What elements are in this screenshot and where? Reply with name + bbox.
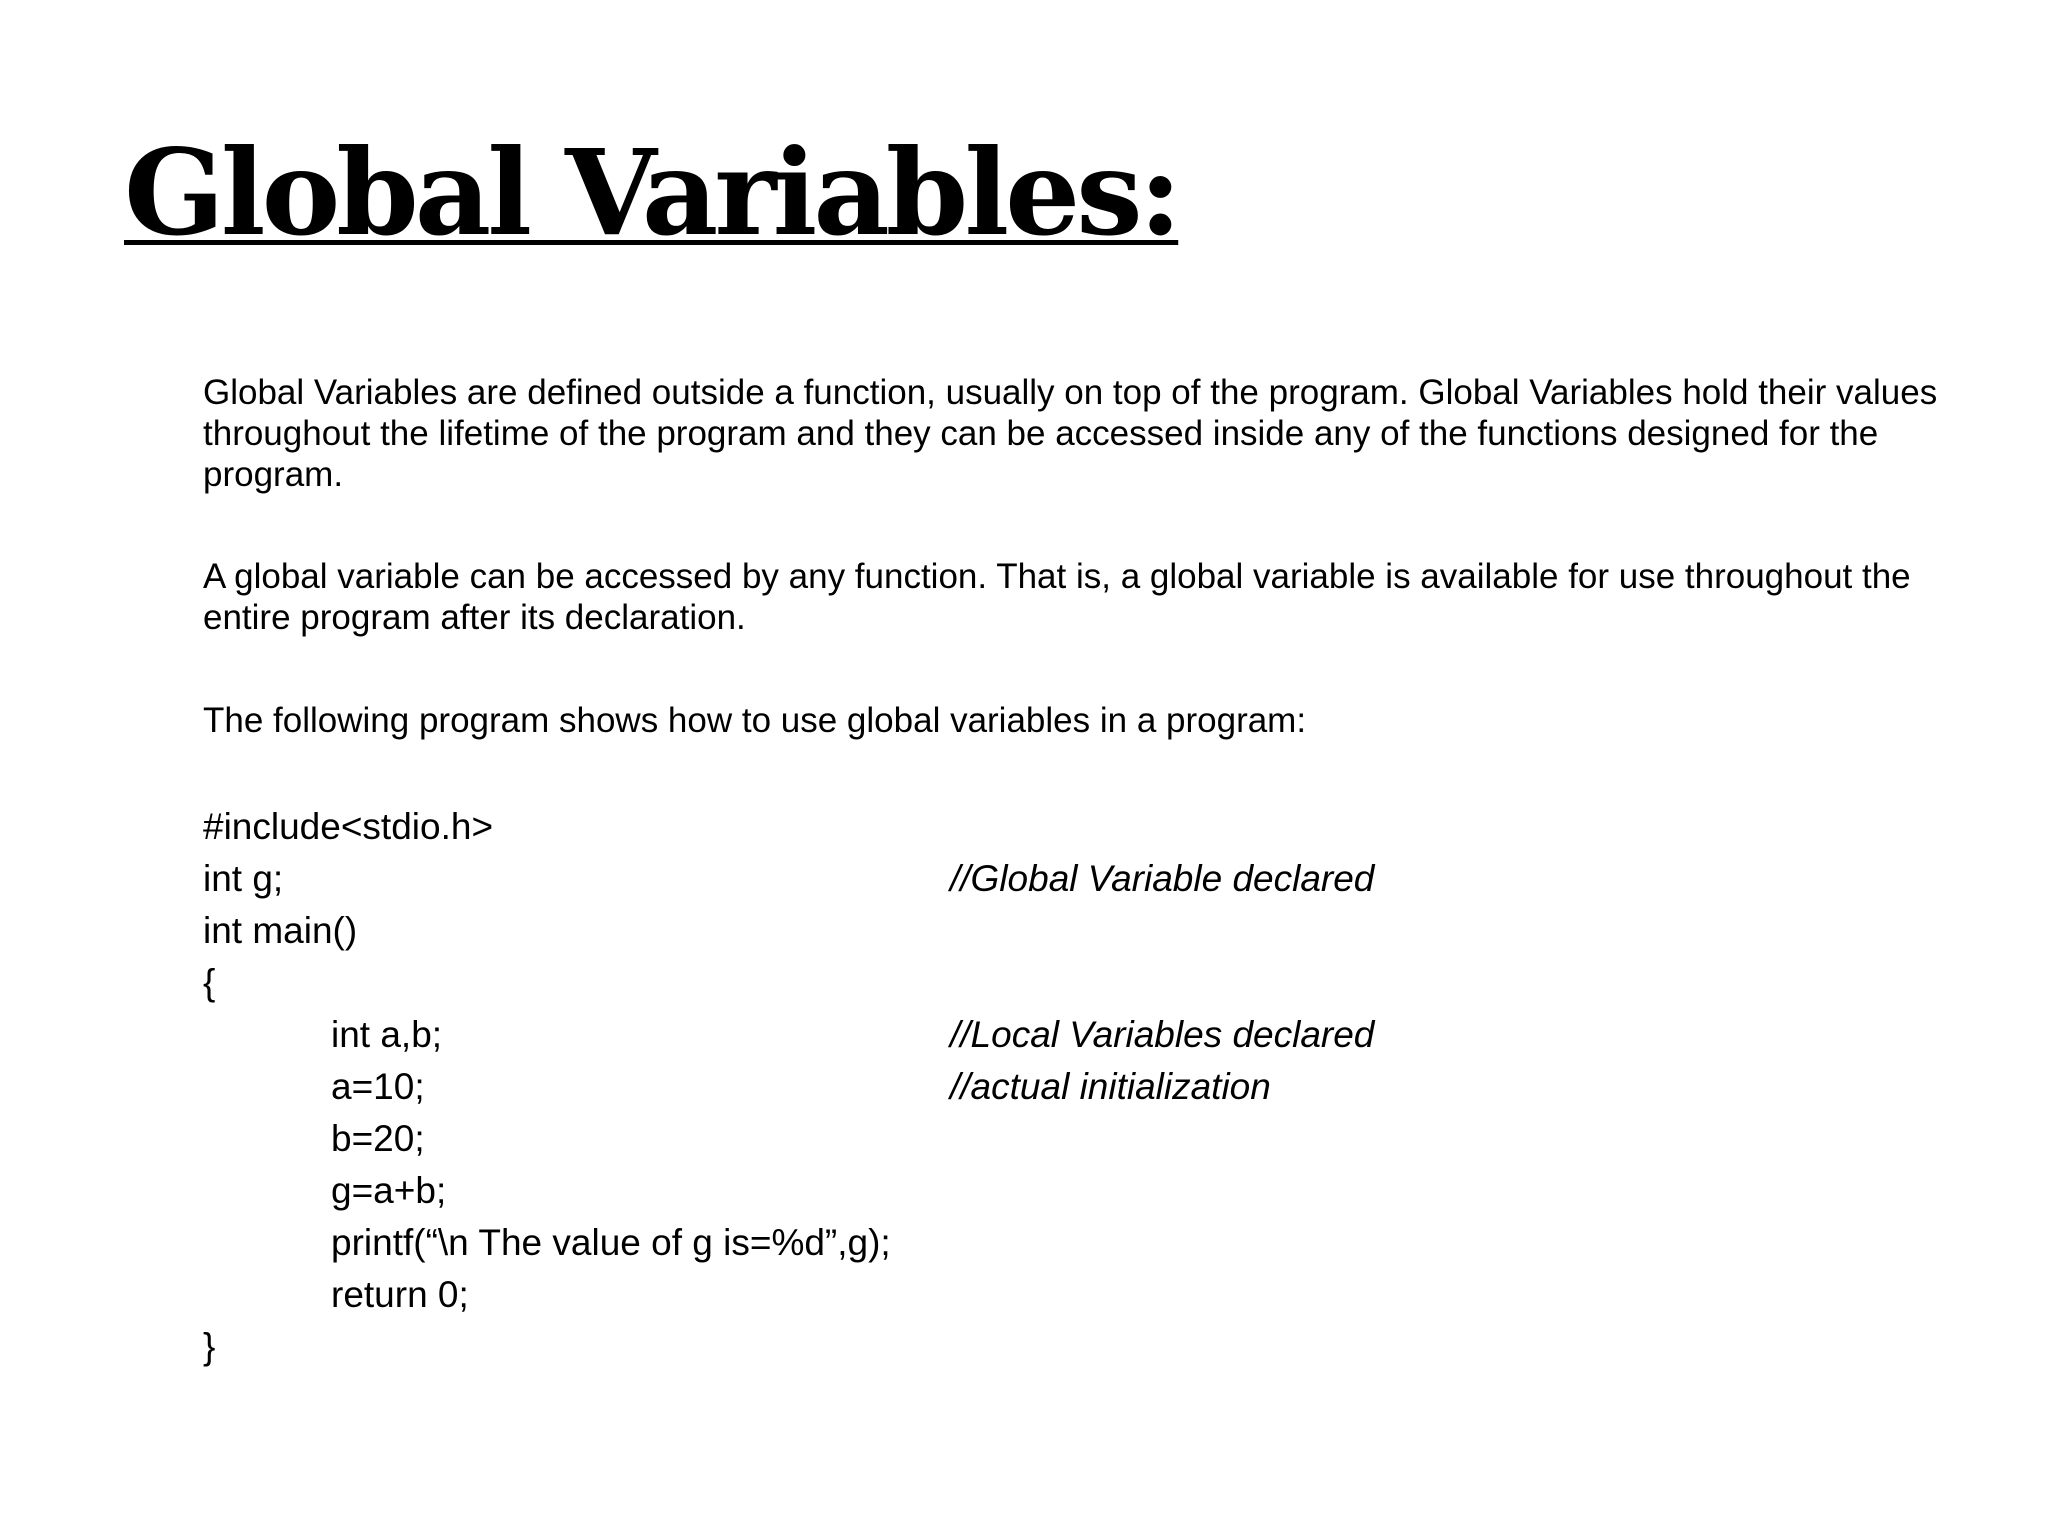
code-line-assign-a: a=10; [331, 1066, 425, 1107]
code-comment-init: //actual initialization [950, 1066, 1271, 1107]
code-line-global-decl: int g; [203, 858, 284, 899]
paragraph-access: A global variable can be accessed by any function. That is, a global variable is available for use throughout the entire program after its declaration. [203, 557, 1911, 637]
code-line-printf: printf(“\n The value of g is=%d”,g); [331, 1222, 891, 1263]
paragraph-intro: The following program shows how to use global variables in a program: [203, 701, 1307, 740]
code-comment-local: //Local Variables declared [950, 1014, 1375, 1055]
code-line-main: int main() [203, 910, 358, 951]
code-line-assign-g: g=a+b; [331, 1170, 447, 1211]
code-comment-global: //Global Variable declared [950, 858, 1375, 899]
code-line-close-brace: } [203, 1326, 216, 1367]
code-line-local-decl: int a,b; [331, 1014, 443, 1055]
slide-title: Global Variables: [124, 123, 1179, 262]
code-line-return: return 0; [331, 1274, 469, 1315]
paragraph-definition: Global Variables are defined outside a function, usually on top of the program. Global Variables hold their values throughout the lifetime of the program and they can be accessed inside any of the functions designed for the program. [203, 373, 1938, 494]
code-line-include: #include<stdio.h> [203, 806, 494, 847]
code-line-assign-b: b=20; [331, 1118, 425, 1159]
code-line-open-brace: { [203, 962, 216, 1003]
